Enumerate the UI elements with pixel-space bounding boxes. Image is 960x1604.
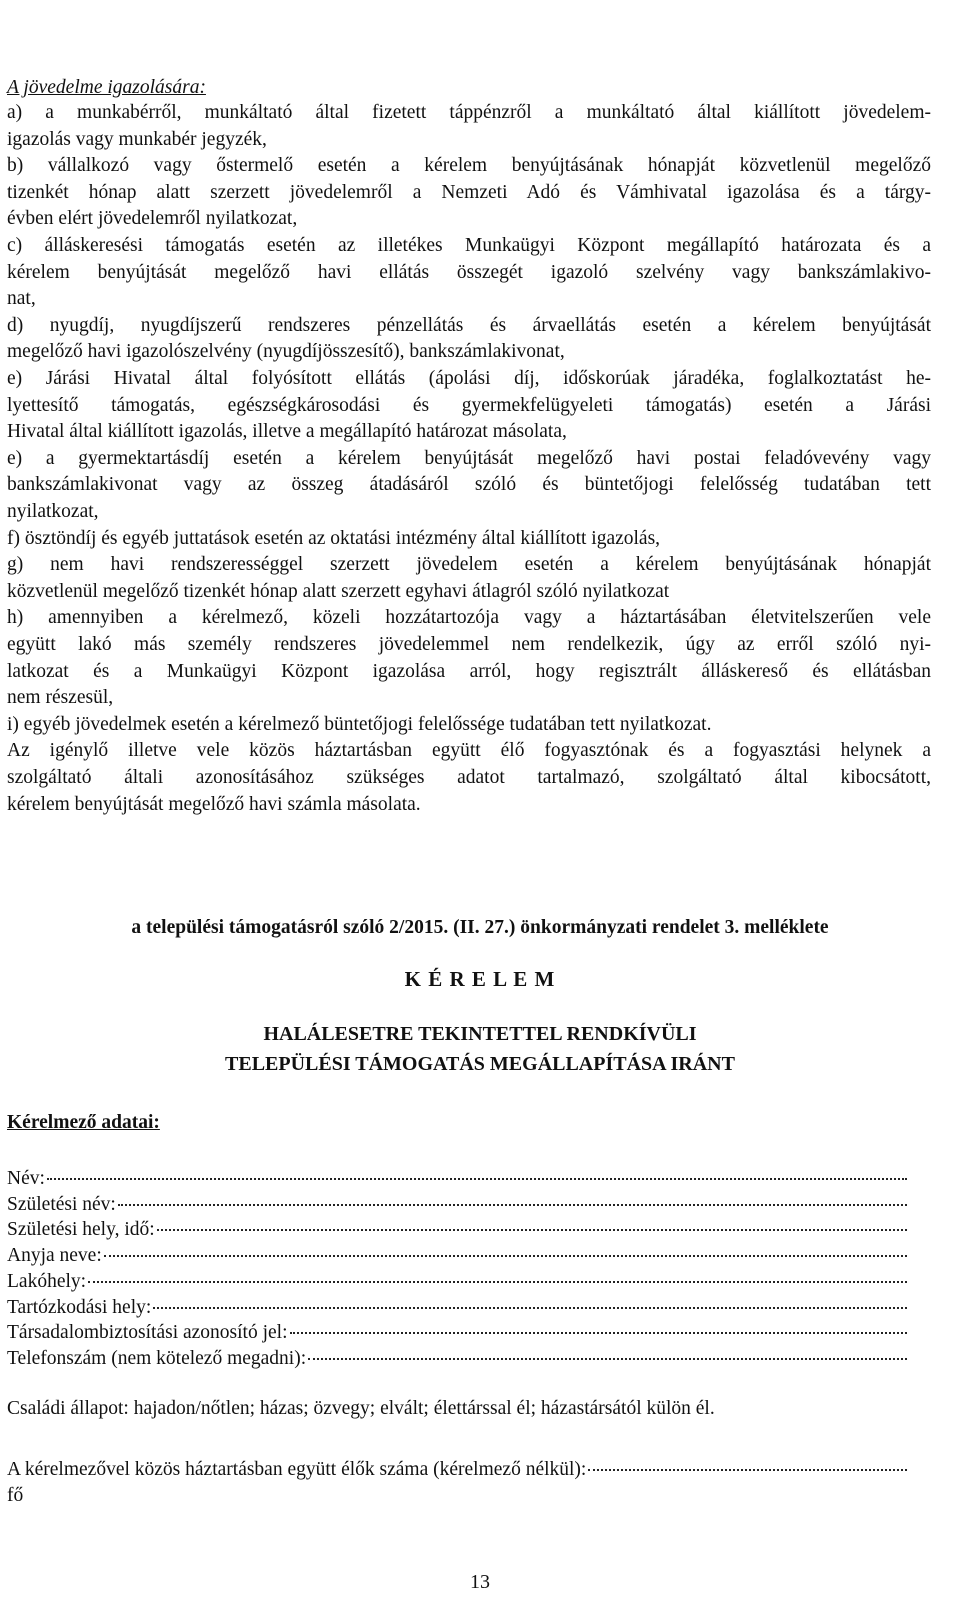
income-proof-line: nyilatkozat,: [7, 501, 99, 522]
income-proof-line: évben elért jövedelemről nyilatkozat,: [7, 208, 298, 229]
field-stay-address[interactable]: [7, 1296, 907, 1320]
field-label: Lakóhely:: [7, 1271, 87, 1292]
income-proof-line: bankszámlakivonat vagy az összeg átadásáról szóló és büntetőjogi felelősség tudatában tett: [7, 474, 931, 495]
field-input-name[interactable]: [47, 1178, 907, 1180]
income-proof-line: közvetlenül megelőző tizenkét hónap alatt szerzett egyhavi átlagról szóló nyilatkozat: [7, 581, 670, 602]
page-number: 13: [470, 1571, 490, 1593]
income-proof-line: megelőző havi igazolószelvény (nyugdíjösszesítő), bankszámlakivonat,: [7, 341, 565, 362]
income-proof-line: igazolás vagy munkabér jegyzék,: [7, 129, 267, 150]
annex-title: a települési támogatásról szóló 2/2015. (II. 27.) önkormányzati rendelet 3. melléklete: [131, 917, 829, 938]
income-proof-line: Az igénylő illetve vele közös háztartásban együtt élő fogyasztónak és a fogyasztási helynek a: [7, 740, 931, 761]
household-count-field[interactable]: [7, 1458, 907, 1482]
field-input-mother-name[interactable]: [104, 1255, 907, 1257]
income-proof-line: nat,: [7, 288, 36, 309]
household-count-label: A kérelmezővel közös háztartásban együtt élők száma (kérelmező nélkül):: [7, 1459, 587, 1480]
field-birth-place-date[interactable]: [7, 1218, 907, 1242]
income-proof-line: c) álláskeresési támogatás esetén az illetékes Munkaügyi Központ megállapító határozata és a: [7, 235, 931, 256]
field-label: Tartózkodási hely:: [7, 1297, 152, 1318]
income-proof-line: a) a munkabérről, munkáltató által fizetett táppénzről a munkáltató által kiállított jövedelem-: [7, 102, 931, 123]
household-count-input[interactable]: [588, 1469, 907, 1471]
income-proof-line: kérelem benyújtását megelőző havi számla másolata.: [7, 794, 421, 815]
income-proof-heading: A jövedelme igazolására:: [7, 77, 206, 98]
income-proof-line: d) nyugdíj, nyugdíjszerű rendszeres pénzellátás és árvaellátás esetén a kérelem benyújtását: [7, 315, 931, 336]
income-proof-line: g) nem havi rendszerességgel szerzett jövedelem esetén a kérelem benyújtásának hónapját: [7, 554, 931, 575]
income-proof-line: e) a gyermektartásdíj esetén a kérelem benyújtását megelőző havi postai feladóvevény vagy: [7, 448, 931, 469]
form-subtitle-line2: TELEPÜLÉSI TÁMOGATÁS MEGÁLLAPÍTÁSA IRÁNT: [225, 1053, 735, 1075]
applicant-data-heading: Kérelmező adatai:: [7, 1112, 160, 1133]
marital-status-line: Családi állapot: hajadon/nőtlen; házas; özvegy; elvált; élettárssal él; házastársától külön él.: [7, 1398, 715, 1419]
income-proof-line: együtt lakó más személy rendszeres jövedelemmel nem rendelkezik, úgy az erről szóló nyi-: [7, 634, 931, 655]
income-proof-line: e) Járási Hivatal által folyósított ellátás (ápolási díj, időskorúak járadéka, foglalkoztatást he-: [7, 368, 931, 389]
income-proof-line: szolgáltató általi azonosításához szükséges adatot tartalmazó, szolgáltató által kibocsátott,: [7, 767, 931, 788]
field-label: Név:: [7, 1168, 45, 1189]
income-proof-line: h) amennyiben a kérelmező, közeli hozzátartozója vagy a háztartásában életvitelszerűen vele: [7, 607, 931, 628]
field-input-stay-address[interactable]: [153, 1307, 907, 1309]
field-mother-name[interactable]: [7, 1244, 907, 1268]
field-label: Telefonszám (nem kötelező megadni):: [7, 1348, 307, 1369]
income-proof-line: Hivatal által kiállított igazolás, illetve a megállapító határozat másolata,: [7, 421, 567, 442]
field-input-phone[interactable]: [308, 1358, 907, 1360]
form-subtitle-line1: HALÁLESETRE TEKINTETTEL RENDKÍVÜLI: [263, 1023, 697, 1045]
income-proof-line: nem részesül,: [7, 687, 114, 708]
household-count-unit: fő: [7, 1485, 24, 1506]
field-input-residence[interactable]: [88, 1281, 907, 1283]
field-label: Anyja neve:: [7, 1245, 102, 1266]
field-label: Születési hely, idő:: [7, 1219, 155, 1240]
income-proof-line: b) vállalkozó vagy őstermelő esetén a kérelem benyújtásának hónapját közvetlenül megelőző: [7, 155, 931, 176]
form-title: K É R E L E M: [404, 967, 556, 991]
field-name[interactable]: [7, 1167, 907, 1191]
income-proof-line: f) ösztöndíj és egyéb juttatások esetén az oktatási intézmény által kiállított igazolás,: [7, 528, 661, 549]
field-input-birth-name[interactable]: [118, 1204, 907, 1206]
field-phone[interactable]: [7, 1347, 907, 1371]
field-label: Társadalombiztosítási azonosító jel:: [7, 1322, 288, 1343]
field-social-security-id[interactable]: [7, 1321, 907, 1345]
income-proof-line: lyettesítő támogatás, egészségkárosodási és gyermekfelügyeleti támogatás) esetén a Járási: [7, 395, 931, 416]
field-input-social-security-id[interactable]: [290, 1332, 907, 1334]
field-input-birth-place-date[interactable]: [157, 1229, 907, 1231]
field-label: Születési név:: [7, 1194, 116, 1215]
field-birth-name[interactable]: [7, 1193, 907, 1217]
field-residence[interactable]: [7, 1270, 907, 1294]
income-proof-line: kérelem benyújtását megelőző havi ellátás összegét igazoló szelvény vagy bankszámlakivo-: [7, 262, 931, 283]
income-proof-line: tizenkét hónap alatt szerzett jövedelemről a Nemzeti Adó és Vámhivatal igazolása és a tárgy-: [7, 182, 931, 203]
income-proof-line: i) egyéb jövedelmek esetén a kérelmező büntetőjogi felelőssége tudatában tett nyilatkozat.: [7, 714, 712, 735]
income-proof-line: latkozat és a Munkaügyi Központ igazolása arról, hogy regisztrált álláskereső és ellátásban: [7, 661, 931, 682]
